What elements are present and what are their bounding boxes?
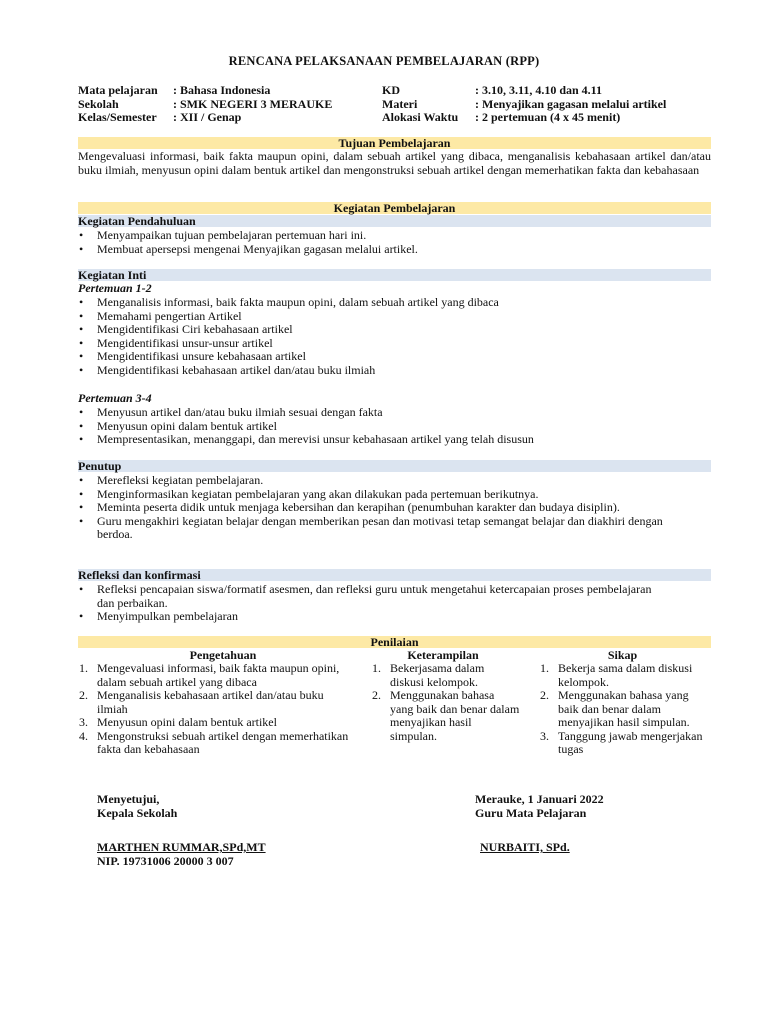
pertemuan-1-list — [78, 296, 698, 377]
list-item: • Membuat apersepsi mengenai Menyajikan gagasan melalui artikel. — [78, 243, 698, 257]
list-item: 1. Bekerjasama dalam diskusi kelompok. — [372, 661, 485, 689]
info-label: KD — [382, 83, 400, 97]
list-item: • Menganalisis informasi, baik fakta maupun opini, dalam sebuah artikel yang dibaca — [78, 296, 698, 310]
list-item: • Mempresentasikan, menanggapi, dan merevisi unsur kebahasaan artikel yang telah disusun — [78, 433, 698, 447]
list-item: • Menyimpulkan pembelajaran — [78, 610, 668, 624]
tujuan-heading: Tujuan Pembelajaran — [78, 137, 711, 149]
list-item: • Mengidentifikasi unsure kebahasaan artikel — [78, 350, 698, 364]
list-item: 1. Bekerja sama dalam diskusi kelompok. — [540, 661, 693, 689]
penutup-heading: Penutup — [78, 460, 711, 472]
sikap-list — [540, 662, 710, 757]
pertemuan-1-label: Pertemuan 1-2 — [78, 281, 152, 295]
list-item: • Mengidentifikasi unsur-unsur artikel — [78, 337, 698, 351]
list-item: 2. Menggunakan bahasa yang baik dan benar dalam menyajikan hasil simpulan. — [372, 688, 520, 743]
list-item: 3. Menyusun opini dalam bentuk artikel — [79, 715, 277, 729]
info-value: : 2 pertemuan (4 x 45 menit) — [475, 110, 621, 124]
info-value: : XII / Genap — [173, 110, 242, 124]
keterampilan-list — [372, 662, 520, 743]
list-item: • Meminta peserta didik untuk menjaga kebersihan dan kerapihan (penumbuhan karakter dan budaya disiplin). — [78, 501, 668, 515]
pertemuan-2-label: Pertemuan 3-4 — [78, 391, 152, 405]
pengetahuan-list — [79, 662, 349, 757]
list-item: 4. Mengonstruksi sebuah artikel dengan memerhatikan fakta dan kebahasaan — [79, 728, 349, 756]
list-item: • Menyusun artikel dan/atau buku ilmiah sesuai dengan fakta — [78, 406, 698, 420]
tujuan-text: Mengevaluasi informasi, baik fakta maupun opini, dalam sebuah artikel yang dibaca, menganalisis kebahasaan artikel dan/atau buku ilmiah, menyusun opini dalam bentuk artikel dan mengonstruksi sebuah artikel dengan memerhatikan fakta dan kebahasaan — [78, 149, 711, 177]
sikap-heading: Sikap — [607, 648, 638, 662]
pengetahuan-heading: Pengetahuan — [189, 648, 257, 662]
document-title: RENCANA PELAKSANAAN PEMBELAJARAN (RPP) — [228, 54, 540, 68]
info-row — [78, 84, 718, 98]
teacher-title: Guru Mata Pelajaran — [475, 806, 587, 820]
list-item: • Refleksi pencapaian siswa/formatif asesmen, dan refleksi guru untuk mengetahui ketercapaian proses pembelajaran dan perbaikan. — [78, 583, 668, 610]
inti-heading: Kegiatan Inti — [78, 269, 711, 281]
info-label: Materi — [382, 96, 418, 111]
penilaian-heading: Penilaian — [78, 636, 711, 648]
info-value: : Menyajikan gagasan melalui artikel — [475, 96, 667, 111]
refleksi-list — [78, 583, 668, 624]
kegiatan-heading: Kegiatan Pembelajaran — [78, 202, 711, 214]
principal-nip: NIP. 19731006 20000 3 007 — [97, 854, 234, 868]
info-row — [78, 111, 718, 125]
list-item: • Memahami pengertian Artikel — [78, 310, 698, 324]
info-row — [78, 98, 718, 112]
keterampilan-heading: Keterampilan — [407, 648, 479, 662]
list-item: 1. Mengevaluasi informasi, baik fakta maupun opini, dalam sebuah artikel yang dibaca — [79, 661, 340, 689]
list-item: • Merefleksi kegiatan pembelajaran. — [78, 474, 668, 488]
info-label: Sekolah — [78, 96, 119, 111]
penutup-list — [78, 474, 668, 542]
place-date: Merauke, 1 Januari 2022 — [475, 792, 604, 806]
info-label: Alokasi Waktu — [382, 110, 459, 124]
list-item: • Mengidentifikasi kebahasaan artikel dan/atau buku ilmiah — [78, 364, 698, 378]
info-value: : Bahasa Indonesia — [173, 83, 271, 97]
list-item: • Guru mengakhiri kegiatan belajar dengan memberikan pesan dan motivasi tetap semangat belajar dan diakhiri dengan berdoa. — [78, 515, 668, 542]
info-value: : 3.10, 3.11, 4.10 dan 4.11 — [475, 83, 603, 97]
approval-label: Menyetujui, — [97, 792, 160, 806]
info-value: : SMK NEGERI 3 MERAUKE — [173, 96, 333, 111]
list-item: 2. Menggunakan bahasa yang baik dan benar dalam menyajikan hasil simpulan. — [540, 688, 690, 729]
pertemuan-2-list — [78, 406, 698, 447]
list-item: 2. Menganalisis kebahasaan artikel dan/atau buku ilmiah — [79, 688, 324, 716]
list-item: • Menyusun opini dalam bentuk artikel — [78, 420, 698, 434]
principal-name: MARTHEN RUMMAR,SPd,MT — [97, 840, 266, 854]
pendahuluan-heading: Kegiatan Pendahuluan — [78, 215, 711, 227]
info-label: Kelas/Semester — [78, 110, 157, 124]
list-item: • Mengidentifikasi Ciri kebahasaan artikel — [78, 323, 698, 337]
pendahuluan-list — [78, 229, 698, 256]
list-item: • Menyampaikan tujuan pembelajaran pertemuan hari ini. — [78, 229, 698, 243]
list-item: • Menginformasikan kegiatan pembelajaran yang akan dilakukan pada pertemuan berikutnya. — [78, 488, 668, 502]
info-header — [78, 84, 718, 125]
refleksi-heading: Refleksi dan konfirmasi — [78, 569, 711, 581]
teacher-name: NURBAITI, SPd. — [480, 840, 570, 854]
principal-title: Kepala Sekolah — [97, 806, 178, 820]
info-label: Mata pelajaran — [78, 83, 158, 97]
list-item: 3. Tanggung jawab mengerjakan tugas — [540, 728, 703, 756]
